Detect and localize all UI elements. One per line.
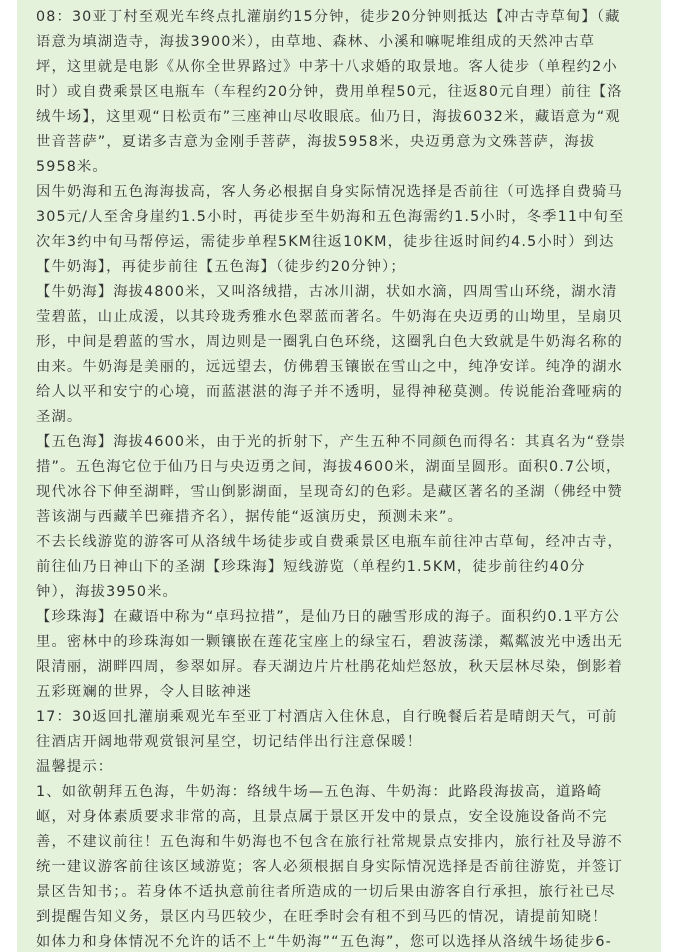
text-line: 菩该湖与西藏羊巴雍措齐名），据传能“返演历史，预测未来”。 — [36, 509, 464, 525]
text-line: 到提醒告知义务，景区内马匹较少，在旺季时会有租不到马匹的情况，请提前知晓！ — [36, 909, 608, 925]
text-line: 世音菩萨”，夏诺多吉意为金刚手菩萨，海拔5958米，央迈勇意为文殊菩萨，海拔 — [36, 134, 596, 150]
text-line: 里。密林中的珍珠海如一颗镶嵌在莲花宝座上的绿宝石，碧波荡漾，粼粼波光中透出无 — [36, 634, 623, 650]
text-line: 不去长线游览的游客可从洛绒牛场徒步或自费乘景区电瓶车前往冲古草甸，经冲古寺， — [36, 534, 623, 550]
text-line: 由来。牛奶海是美丽的，远远望去，仿佛碧玉镶嵌在雪山之中，纯净安详。纯净的湖水 — [36, 359, 623, 375]
text-line: 如体力和身体情况不允许的话不上“牛奶海”“五色海”，您可以选择从洛绒牛场徒步6- — [36, 934, 612, 950]
text-line: 语意为填湖造寺，海拔3900米），由草地、森林、小溪和嘛呢堆组成的天然冲古草 — [36, 34, 596, 50]
text-line: 善，不建议前往！五色海和牛奶海也不包含在旅行社常规景点安排内，旅行社及导游不 — [36, 834, 623, 850]
text-line: 【牛奶海】，再徒步前往【五色海】（徒步约20分钟）； — [36, 259, 406, 275]
text-line: 08：30亚丁村至观光车终点扎灌崩约15分钟，徒步20分钟则抵达【冲古寺草甸】（藏 — [36, 9, 621, 25]
text-line: 17：30返回扎灌崩乘观光车至亚丁村酒店入住休息，自行晚餐后若是晴朗天气，可前 — [36, 709, 618, 725]
text-line: 时）或自费乘景区电瓶车（车程约20分钟，费用单程50元，往返80元自理）前往【洛 — [36, 84, 623, 100]
text-line: 次年3约中旬马帮停运，需徒步单程5KM往返10KM，徒步往返时间约4.5小时）到达 — [36, 234, 615, 250]
text-line: 【五色海】海拔4600米，由于光的折射下，产生五种不同颜色而得名：其真名为“登崇 — [36, 434, 627, 450]
text-line: 绒牛场】，这里观“日松贡布”三座神山尽收眼底。仙乃日，海拔6032米，藏语意为“观 — [36, 109, 621, 125]
text-line: 统一建议游客前往该区域游览；客人必须根据自身实际情况选择是否前往游览，并签订 — [36, 859, 623, 875]
itinerary-panel — [17, 0, 661, 952]
text-line: 莹碧蓝，山止成湲，以其玲珑秀雅水色翠蓝而著名。牛奶海在央迈勇的山坳里，呈扇贝 — [36, 309, 623, 325]
text-line: 【珍珠海】在藏语中称为“卓玛拉措”，是仙乃日的融雪形成的海子。面积约0.1平方公 — [36, 609, 620, 625]
text-line: 5958米。 — [36, 159, 108, 175]
text-line: 往酒店开阔地带观赏银河星空，切记结伴出行注意保暖！ — [36, 734, 423, 750]
text-line: 305元/人至舍身崖约1.5小时，再徒步至牛奶海和五色海需约1.5小时，冬季11中旬至 — [36, 209, 625, 225]
text-line: 坪，这里就是电影《从你全世界路过》中茅十八求婚的取景地。客人徒步（单程约2小 — [36, 59, 618, 75]
text-line: 因牛奶海和五色海海拔高，客人务必根据自身实际情况选择是否前往（可选择自费骑马 — [36, 184, 623, 200]
text-line: 措”。五色海它位于仙乃日与央迈勇之间，海拔4600米，湖面呈圆形。面积0.7公顷， — [36, 459, 622, 475]
text-line: 1、如欲朝拜五色海，牛奶海：络绒牛场—五色海、牛奶海：此路段海拔高，道路崎 — [36, 784, 603, 800]
text-line: 温馨提示： — [36, 759, 114, 775]
text-line: 岖，对身体素质要求非常的高，且景点属于景区开发中的景点，安全设施设备尚不完 — [36, 809, 608, 825]
text-line: 景区告知书；。若身体不适执意前往者所造成的一切后果由游客自行承担，旅行社已尽 — [36, 884, 616, 900]
text-line: 形，中间是碧蓝的雪水，周边则是一圈乳白色环绕，这圈乳白色大致就是牛奶海名称的 — [36, 334, 623, 350]
text-line: 钟），海拔3950米。 — [36, 584, 178, 600]
text-line: 圣湖。 — [36, 409, 83, 425]
text-line: 限清丽，湖畔四周，参翠如屏。春天湖边片片杜鹃花灿烂怒放，秋天层林尽染，倒影着 — [36, 659, 623, 675]
text-line: 五彩斑斓的世界，令人目眩神迷 — [36, 684, 253, 700]
text-line: 给人以平和安宁的心境，而蓝湛湛的海子并不透明，显得神秘莫测。传说能治聋哑病的 — [36, 384, 623, 400]
text-line: 【牛奶海】海拔4800米，又叫洛绒措，古冰川湖，状如水滴，四周雪山环绕，湖水清 — [36, 284, 618, 300]
text-line: 前往仙乃日神山下的圣湖【珍珠海】短线游览（单程约1.5KM，徒步前往约40分 — [36, 559, 586, 575]
text-line: 现代冰谷下伸至湖畔，雪山倒影湖面，呈现奇幻的色彩。是藏区著名的圣湖（佛经中赞 — [36, 484, 623, 500]
